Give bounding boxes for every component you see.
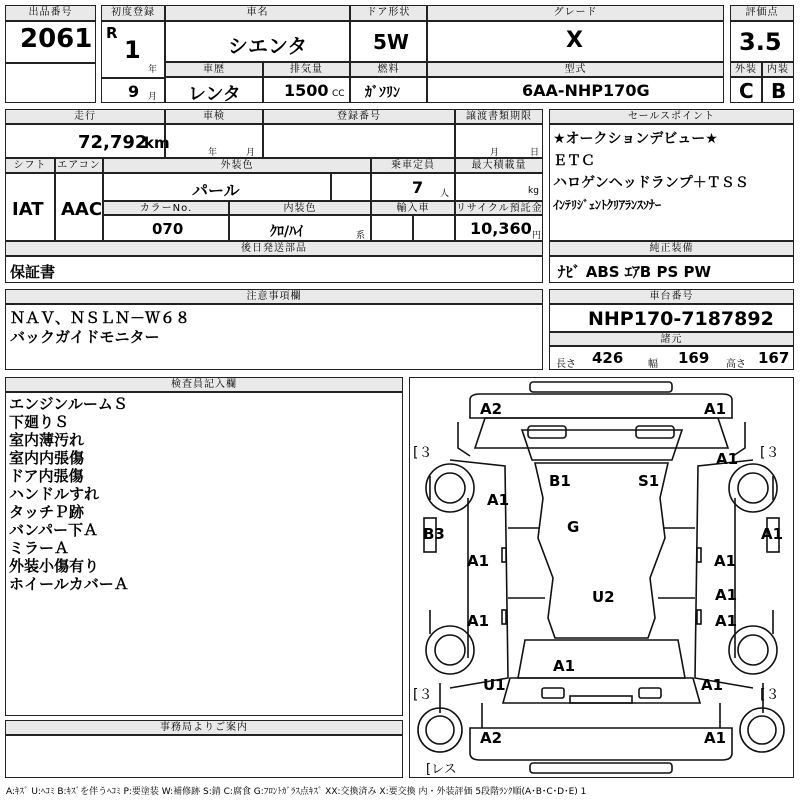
inspection-cell [165,124,263,158]
grade-label: グレード [427,5,724,21]
mileage-label: 走行 [5,109,165,124]
inspector-line-6: ハンドルすれ [9,485,100,503]
shift-cell [5,173,55,241]
grade: X [566,28,583,53]
capacity-label: 乗車定員 [371,158,455,173]
inspector-line-2: 下廻りＳ [9,413,70,431]
mark-left-rear-door: A1 [467,612,490,630]
inspector-cell [5,392,403,716]
mileage: 72,792 [78,132,148,153]
load-cell [455,173,543,201]
sales-item-2: ＥＴＣ [553,153,595,169]
mark-rear-left-quarter: A1 [701,676,724,694]
history: レンタ [188,84,241,105]
bracket-front-left: [３ [413,445,433,461]
int-color: ｸﾛ/ﾊｲ [270,224,304,240]
first-reg-label: 初度登録 [101,5,165,21]
chassis-number: NHP170-7187892 [588,308,774,330]
int-color-cell [229,215,371,241]
bracket-rear-left: [３ [413,687,433,703]
bracket-rear-right: [３ [760,687,780,703]
import-cell-b [413,215,455,241]
inspector-line-1: エンジンルームＳ [9,395,128,413]
mark-windscreen: G [567,518,580,536]
transfer-day-unit: 日 [530,148,540,158]
later-cell [5,256,543,283]
reg-year: 1 [124,36,141,64]
inspector-line-9: ミラーＡ [9,539,70,557]
km-unit: km [144,134,170,152]
mark-roof-rear: U2 [592,588,615,606]
first-reg-cell [101,21,165,78]
dims-label: 諸元 [549,332,794,346]
lot-no-empty [5,63,96,103]
ext-color: パール [192,181,240,200]
model-cell [427,77,724,103]
year-unit: 年 [148,65,158,75]
lot-no: 2061 [20,24,93,54]
inspection-year-unit: 年 [208,148,218,158]
notes-line-2: バックガイドモニター [10,328,160,346]
later-label: 後日発送部品 [5,241,543,256]
color-no: 070 [152,220,184,238]
bracket-spare: [レス [426,762,457,777]
door-cell [350,21,427,62]
transfer-month-unit: 月 [490,148,500,158]
color-no-cell [103,215,229,241]
recycle-cell [455,215,543,241]
cc-unit: CC [332,89,345,99]
office-cell [5,735,403,778]
mark-right-side: A1 [761,525,784,543]
equip-label: 純正装備 [549,241,794,256]
inspector-line-10: 外装小傷有り [9,557,100,575]
mileage-cell [5,124,170,158]
reg-no-label: 登録番号 [263,109,455,124]
length-label: 長さ [556,359,576,370]
inspector-label: 検査員記入欄 [5,377,403,392]
displacement-cell [263,77,350,103]
int-color-label: 内装色 [229,201,371,215]
door-label: ドア形状 [350,5,427,21]
shift: IAT [12,199,44,220]
inspector-line-5: ドア内張傷 [9,467,84,485]
sales-item-1: ★オークションデビュー★ [553,131,718,147]
height: 167 [758,349,790,367]
notes-line-1: ＮＡＶ、ＮＳＬＮ－Ｗ６８ [10,309,191,327]
mark-rear-right-quarter: A1 [715,612,738,630]
bracket-front-right: [３ [760,445,780,461]
import-cell-a [371,215,413,241]
ext-grade: C [739,79,754,103]
ac-label: エアコン [55,158,103,173]
door: 5W [373,30,409,54]
mark-right-front-door: A1 [714,552,737,570]
car-outline [410,378,793,777]
int-grade: B [771,79,787,103]
era: R [106,24,118,42]
import-label: 輸入車 [371,201,455,215]
sales-item-4: ｲﾝﾃﾘｼﾞｪﾝﾄｸﾘｱﾗﾝｽｿﾅｰ [553,198,662,212]
int-cell [762,77,794,103]
capacity: 7 [412,178,424,197]
inspection-month-unit: 月 [246,148,256,158]
int-color-unit: 系 [356,231,366,241]
mark-rear-bumper-right: A1 [704,729,727,747]
ext-color-label: 外装色 [103,158,371,173]
mark-rear-bumper-left-upper: U1 [483,676,506,694]
length: 426 [592,349,624,367]
mark-left-side: B3 [423,525,445,543]
mark-roof-left: B1 [549,472,571,490]
mark-rear-bumper-left: A2 [480,729,503,747]
later-parts: 保証書 [10,263,56,281]
ext-color-extra [331,173,371,201]
history-label: 車歴 [165,62,263,77]
inspector-line-3: 室内薄汚れ [9,431,85,449]
month-unit: 月 [148,92,158,102]
transfer-label: 譲渡書類期限 [455,109,543,124]
equip: ﾅﾋﾞ ABS ｴｱB PS PW [558,263,712,281]
car-diagram [409,377,794,778]
mark-front-left-fender: A1 [487,491,510,509]
model: 6AA-NHP170G [522,81,650,100]
width-label: 幅 [648,359,658,370]
int-label: 内装 [762,62,794,77]
recycle-unit: 円 [532,231,542,241]
load-unit: kg [528,186,539,196]
sales-cell [549,124,794,241]
inspection-label: 車検 [165,109,263,124]
reg-month-cell [101,78,165,103]
recycle: 10,360 [470,219,532,238]
inspector-line-4: 室内内張傷 [9,449,85,467]
load-label: 最大積載量 [455,158,543,173]
height-label: 高さ [726,359,746,370]
sales-item-3: ハロゲンヘッドランプ＋ＴＳＳ [553,175,749,191]
score-label: 評価点 [730,5,794,21]
fuel-label: 燃料 [350,62,427,77]
reg-no-cell [263,124,455,158]
dims-cell [549,346,794,370]
displacement-label: 排気量 [263,62,350,77]
car-name-cell [165,21,350,62]
equip-cell [549,256,794,283]
notes-cell [5,304,543,370]
car-name-label: 車名 [165,5,350,21]
score: 3.5 [739,28,782,56]
recycle-label: リサイクル預託金 [456,203,543,214]
history-cell [165,77,263,103]
inspector-line-8: バンパー下Ａ [9,521,98,539]
mark-front-bumper-right: A1 [704,400,727,418]
color-no-label: カラーNo. [103,201,229,215]
mark-front-right-wheel: A1 [716,450,739,468]
grade-cell [427,21,724,62]
mark-roof-right: S1 [638,472,660,490]
ext-label: 外装 [730,62,762,77]
car-name: シエンタ [228,34,308,58]
shift-label: シフト [5,158,55,173]
ext-color-cell [103,173,331,201]
office-label: 事務局よりご案内 [5,720,403,735]
mark-left-front-door: A1 [467,552,490,570]
fuel: ｶﾞｿﾘﾝ [365,85,400,101]
reg-month: 9 [128,82,140,101]
ac-cell [55,173,103,241]
capacity-cell [371,173,455,201]
ac: AAC [61,199,103,220]
mark-front-bumper-left: A2 [480,400,503,418]
displacement: 1500 [284,81,329,100]
score-cell [730,21,794,62]
capacity-unit: 人 [440,189,450,199]
mark-right-rear-door: A1 [715,586,738,604]
transfer-cell [455,124,543,158]
notes-label: 注意事項欄 [5,289,543,304]
lot-no-label: 出品番号 [5,5,96,21]
inspector-line-11: ホイールカバーＡ [9,575,129,593]
lot-no-cell [5,21,96,63]
mark-rear-hatch: A1 [553,657,576,675]
legend: A:ｷｽﾞ U:ﾍｺﾐ B:ｷｽﾞを伴うﾍｺﾐ P:要塗装 W:補修跡 S:錆 C:腐食 G:ﾌﾛﾝﾄｶﾞﾗｽ点ｷｽﾞ XX:交換済み X:要交換 内・外装評価 5段階ﾗﾝｸ順(A･B･C･D･E) 1 [6,787,587,797]
inspector-line-7: タッチＰ跡 [9,503,85,521]
chassis-cell [549,304,794,332]
fuel-cell [350,77,427,103]
ext-cell [730,77,762,103]
width: 169 [678,349,710,367]
sales-label: セールスポイント [549,109,794,124]
chassis-label: 車台番号 [549,289,794,304]
model-label: 型式 [427,62,724,77]
